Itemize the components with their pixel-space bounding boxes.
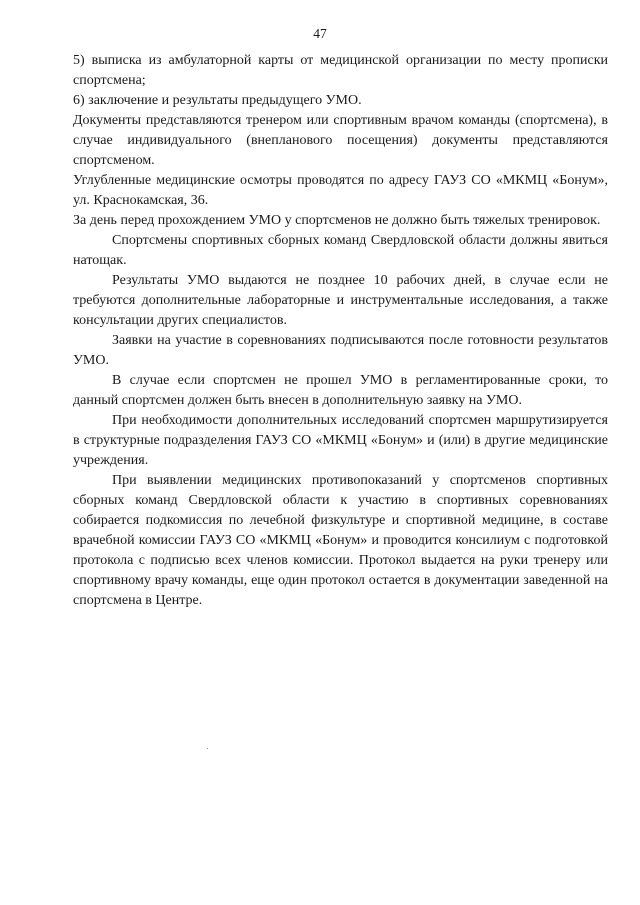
list-item-5: 5) выписка из амбулаторной карты от медицинской организации по месту прописки спортсмена; [73,53,608,88]
list-item-6: 6) заключение и результаты предыдущего УМО. [73,93,362,108]
paragraph-fasting: Спортсмены спортивных сборных команд Свердловской области должны явиться натощак. [73,233,608,268]
page-number: 47 [313,26,327,41]
document-body [73,51,608,611]
paragraph-contraindications: При выявлении медицинских противопоказаний у спортсменов спортивных сборных команд Свердловской области к участию в спортивных соревнованиях собирается подкомиссия по лечебной физкультуре и спортивной медицине, в составе врачебной комиссии ГАУЗ СО «МКМЦ «Бонум» и проводится консилиум с подготовкой протокола с подписью всех членов комиссии. Протокол выдается на руки тренеру или спортивному врачу команды, еще один протокол остается в документации заведенной на спортсмена в Центре. [73,473,608,608]
paragraph-results: Результаты УМО выдаются не позднее 10 рабочих дней, в случае если не требуются дополнительные лабораторные и инструментальные исследования, а также консультации других специалистов. [73,273,608,328]
scan-speck [207,748,208,749]
paragraph-referral: При необходимости дополнительных исследований спортсмен маршрутизируется в структурные подразделения ГАУЗ СО «МКМЦ «Бонум» и (или) в другие медицинские учреждения. [73,413,608,468]
paragraph-address: Углубленные медицинские осмотры проводятся по адресу ГАУЗ СО «МКМЦ «Бонум», ул. Краснокамская, 36. [73,173,608,208]
paragraph-applications: Заявки на участие в соревнованиях подписываются после готовности результатов УМО. [73,333,608,368]
paragraph-documents: Документы представляются тренером или спортивным врачом команды (спортсмена), в случае индивидуального (внепланового посещения) документы представляются спортсменом. [73,113,608,168]
paragraph-missed-deadline: В случае если спортсмен не прошел УМО в регламентированные сроки, то данный спортсмен должен быть внесен в дополнительную заявку на УМО. [73,373,608,408]
paragraph-no-training: За день перед прохождением УМО у спортсменов не должно быть тяжелых тренировок. [73,213,601,228]
